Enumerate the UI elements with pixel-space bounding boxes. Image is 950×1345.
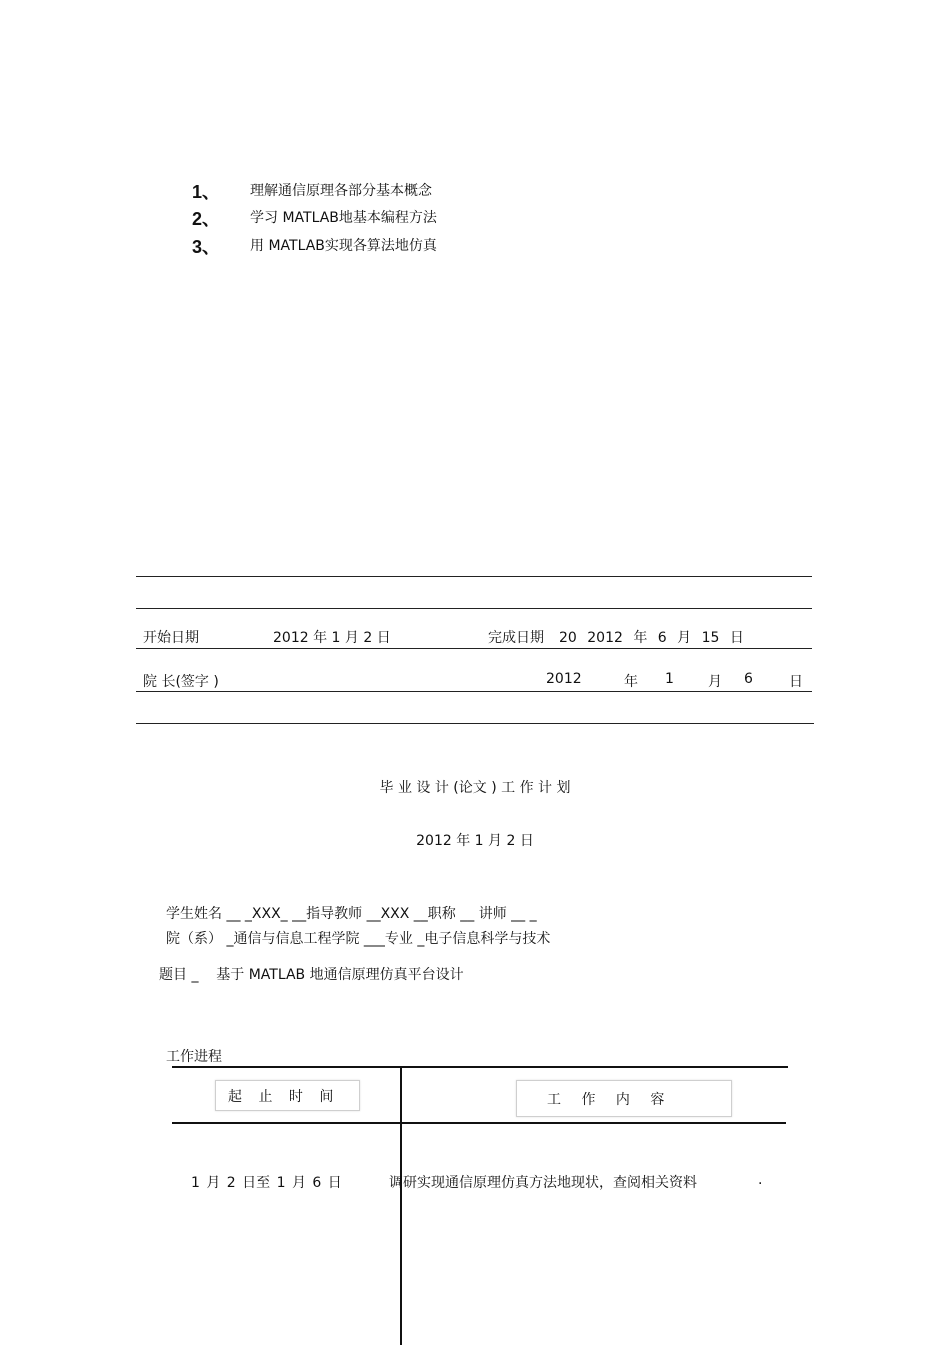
row-content: 调研实现通信原理仿真方法地现状，查阅相关资料 [389, 1175, 697, 1191]
finish-date-value: 20 2012 年 6 月 15 日 [559, 630, 744, 646]
dean-day-unit: 日 [789, 674, 803, 690]
progress-label: 工作进程 [166, 1049, 222, 1065]
student-info-line: 学生姓名 __ _XXX_ __指导教师 __XXX __职称 __ 讲师 __ _ [166, 906, 537, 922]
progress-table-header-rule [172, 1122, 786, 1124]
table-rule [136, 576, 812, 577]
finish-date-label: 完成日期 [488, 630, 544, 646]
dean-year-unit: 年 [624, 674, 638, 690]
table-rule [136, 691, 812, 692]
objective-text: 学习 MATLAB地基本编程方法 [250, 210, 437, 226]
row-content-tail: . [758, 1172, 763, 1188]
table-rule [136, 648, 812, 649]
row-time: 1 月 2 日至 1 月 6 日 [191, 1175, 342, 1191]
table-rule [136, 723, 814, 724]
dean-signature-label: 院 长(签字 ) [143, 674, 219, 690]
objective-text: 理解通信原理各部分基本概念 [250, 183, 432, 199]
start-date-label: 开始日期 [143, 630, 199, 646]
objective-text: 用 MATLAB实现各算法地仿真 [250, 238, 437, 254]
objective-number: 1、 [192, 182, 221, 202]
topic-line: 题目 _ 基于 MATLAB 地通信原理仿真平台设计 [159, 967, 464, 983]
department-info-line: 院（系） _通信与信息工程学院 ___专业 _电子信息科学与技术 [166, 931, 551, 947]
objective-number: 2、 [192, 209, 221, 229]
dean-month-unit: 月 [708, 674, 722, 690]
table-rule [136, 608, 812, 609]
objective-number: 3、 [192, 237, 221, 257]
column-header-time: 起 止 时 间 [215, 1080, 360, 1111]
start-date-value: 2012 年 1 月 2 日 [273, 630, 391, 646]
dean-year: 2012 [546, 671, 582, 687]
column-header-content: 工 作 内 容 [516, 1080, 732, 1117]
progress-table-top-rule [172, 1066, 788, 1068]
plan-title: 毕 业 设 计 (论文 ) 工 作 计 划 [379, 780, 571, 796]
dean-month: 1 [665, 671, 674, 687]
dean-day: 6 [744, 671, 753, 687]
progress-column-divider [400, 1066, 402, 1345]
plan-date: 2012 年 1 月 2 日 [416, 833, 534, 849]
